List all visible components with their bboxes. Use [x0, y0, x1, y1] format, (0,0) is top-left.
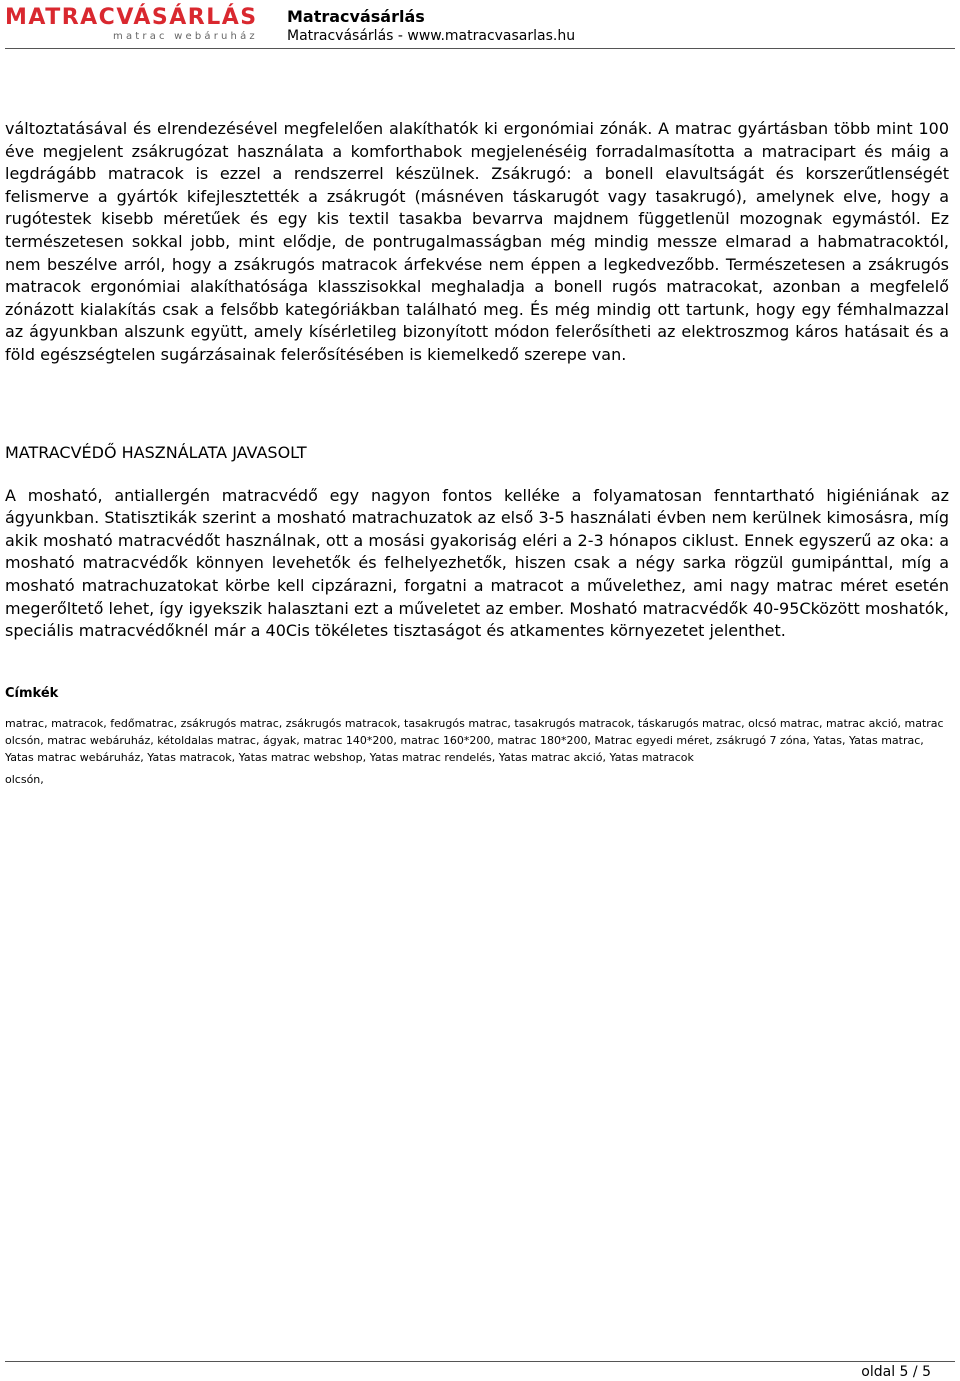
body-paragraph-1: változtatásával és elrendezésével megfelelően alakíthatók ki ergonómiai zónák. A matrac gyártásban több mint 100 éve megjelent zsákrugózat használata a komforthabok megjelenéséig forradalmasította a matracipart és máig a legdrágább matracok is ezzel a rendszerrel készülnek. Zsákrugó: a bonell elavultságát és korszerűtlenségét felismerve a gyártók kifejlesztették a zsákrugót (másnéven táskarugót vagy tasakrugó), amelynek elve, hogy a rugótestek kisebb méretűek és egy kis textil tasakba bevarrva majdnem függetlenül mozognak egymástól. Ez természetesen sokkal jobb, mint elődje, de pontrugalmasságban még mindig messze elmarad a habmatracoktól, nem beszélve arról, hogy a zsákrugós matracok árfekvése nem éppen a legkedvezőbb. Természetesen a zsákrugós matracok ergonómiai alakíthatósága klasszisokkal meghaladja a bonell rugós matracokat, azonban a megfelelő zónázott kialakítás csak a felsőbb kategóriákban található meg. És még mindig ott tartunk, hogy egy fémhalmazzal az ágyunkban alszunk együtt, amely kísérletileg bizonyított módon felerősítheti az elektroszmog káros hatásait és a föld egészségtelen sugárzásainak felerősítésében is kiemelkedő szerepe van. — [5, 119, 949, 364]
section-heading: MATRACVÉDŐ HASZNÁLATA JAVASOLT — [5, 442, 307, 462]
site-logo — [5, 4, 260, 42]
header-divider — [5, 48, 955, 49]
site-subtitle: Matracvásárlás - www.matracvasarlas.hu — [287, 28, 576, 44]
body-paragraph-2: A mosható, antiallergén matracvédő egy nagyon fontos kelléke a folyamatosan fenntartható higiéniának az ágyunkban. Statisztikák szerint a mosható matrachuzatok az első 3-5 használati évben nem kerülnek kimosásra, míg akik mosható matracvédőt használnak, ott a mosási gyakoriság eléri a 2-3 hónapos ciklust. Ennek egyszerű az oka: a mosható matracvédők könnyen levehetők és felhelyezhetők, hiszen csak a négy sarka rögzül gumipánttal, míg a mosható matrachuzatokat körbe kell cipzárazni, forgatni a matracot a művelethez, ami nagy matrac méret esetén megerőltető lehet, így igyekszik halasztani ezt a műveletet az ember. Mosható matracvédők 40-95Cközött moshatók, speciális matracvédőknél már a 40Cis tökéletes tisztaságot és atkamentes környezetet jelenthet. — [5, 485, 949, 641]
site-title: Matracvásárlás — [287, 7, 425, 26]
tags-heading: Címkék — [5, 685, 59, 701]
tags-list: matrac, matracok, fedőmatrac, zsákrugós matrac, zsákrugós matracok, tasakrugós matrac, tasakrugós matracok, táskarugós matrac, olcsó matrac, matrac akció, matrac olcsón, matrac webáruház, kétoldalas matrac, ágyak, matrac 140*200, matrac 160*200, matrac 180*200, Matrac egyedi méret, zsákrugó 7 zóna, Yatas, Yatas matrac, Yatas matrac webáruház, Yatas matracok, Yatas matrac webshop, Yatas matrac rendelés, Yatas matrac akció, Yatas matracok — [5, 716, 944, 764]
page-header — [0, 0, 960, 50]
page-number: oldal 5 / 5 — [861, 1364, 931, 1380]
logo-tagline: matrac webáruház — [113, 31, 258, 42]
logo-wordmark: MATRACVÁSÁRLÁS — [5, 5, 258, 30]
article-body — [5, 118, 949, 788]
tags-list-continuation: olcsón, — [5, 772, 44, 786]
footer-divider — [5, 1361, 955, 1362]
